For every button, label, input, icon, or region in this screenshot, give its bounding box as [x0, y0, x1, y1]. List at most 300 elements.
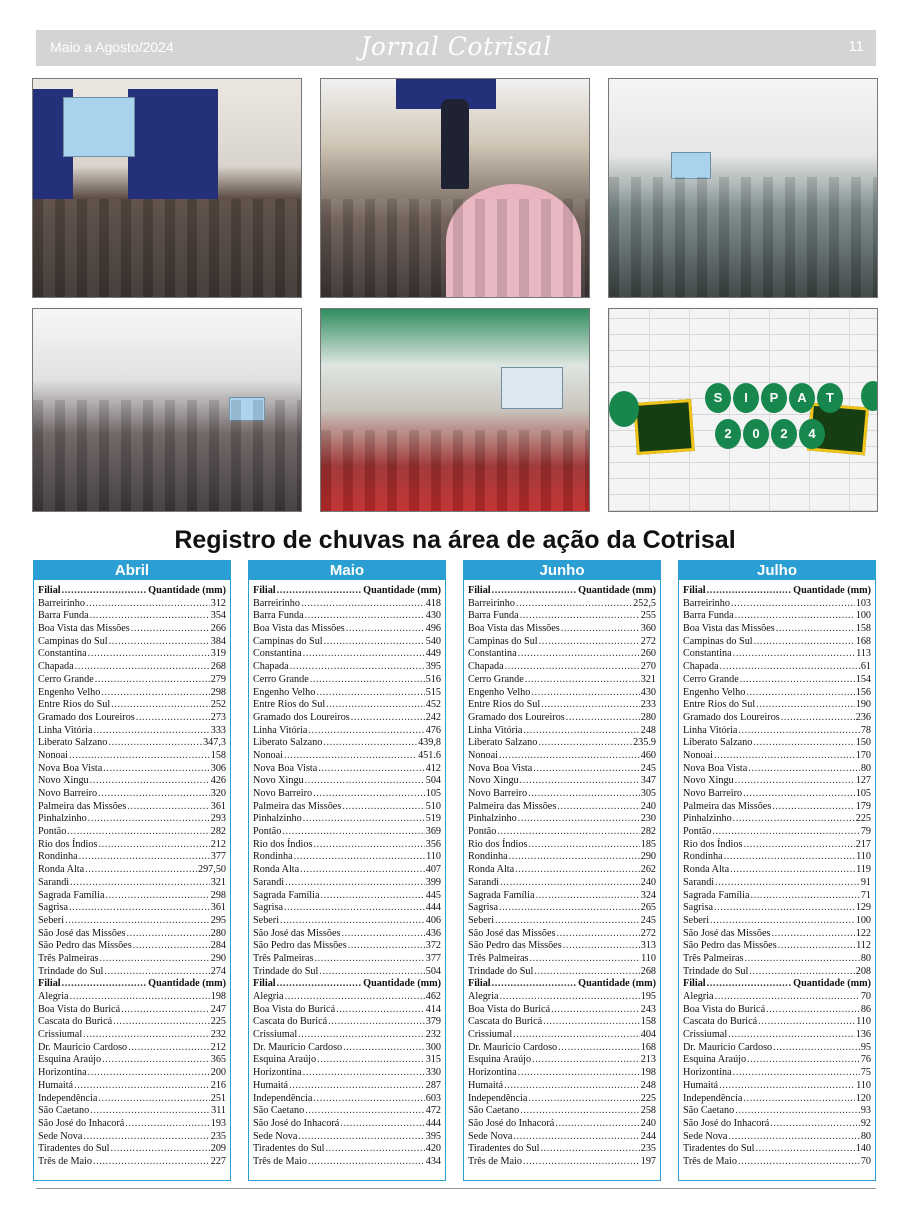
dot-leader	[341, 928, 424, 941]
rainfall-value: 245	[640, 762, 656, 774]
dot-leader	[747, 1054, 860, 1067]
table-row	[683, 737, 871, 750]
table-row	[38, 661, 226, 674]
rainfall-value: 284	[210, 940, 226, 952]
rainfall-value: 119	[856, 864, 871, 876]
table-row	[683, 826, 871, 839]
rainfall-value: 262	[640, 864, 656, 876]
branch-name: Chapada	[468, 661, 504, 673]
table-row	[38, 750, 226, 763]
branch-name: Esquina Araújo	[683, 1054, 747, 1066]
rainfall-value: 113	[856, 648, 871, 660]
dot-leader	[88, 1067, 210, 1080]
branch-name: Boa Vista do Buricá	[683, 1003, 766, 1015]
table-row	[253, 725, 441, 738]
table-row	[253, 610, 441, 623]
dot-leader	[771, 928, 854, 941]
dot-leader	[62, 978, 148, 991]
branch-name: Boa Vista do Buricá	[468, 1003, 551, 1015]
branch-name: Seberi	[468, 914, 495, 926]
auditorium-photo-3	[32, 308, 302, 512]
dot-leader	[317, 1054, 425, 1067]
branch-name: Trindade do Sul	[38, 965, 104, 977]
rainfall-value: 462	[425, 991, 441, 1002]
branch-name: Boa Vista das Missões	[38, 623, 130, 635]
rainfall-value: 156	[855, 686, 871, 698]
table-row	[468, 725, 656, 738]
table-row	[253, 940, 441, 953]
table-row	[38, 788, 226, 801]
table-row	[38, 1016, 226, 1029]
branch-name: Cascata do Buricá	[38, 1016, 113, 1028]
rainfall-value: 272	[640, 927, 656, 939]
dot-leader	[133, 940, 210, 953]
dot-leader	[730, 864, 855, 877]
branch-name: Dr. Mauricio Cardoso	[38, 1041, 128, 1053]
rainfall-value: 321	[640, 673, 656, 685]
dot-leader	[314, 953, 424, 966]
rain-table-julho	[678, 560, 876, 1181]
branch-name: Sagrisa	[683, 902, 713, 914]
dot-leader	[99, 953, 209, 966]
dot-leader	[520, 1105, 640, 1118]
table-row	[253, 1118, 441, 1131]
branch-name: Sede Nova	[683, 1130, 728, 1142]
dot-leader	[525, 674, 640, 687]
rainfall-value: 252	[210, 699, 226, 711]
rainfall-value: 347	[640, 775, 656, 787]
rainfall-value: 110	[856, 851, 871, 863]
column-header-filial: Filial	[468, 585, 491, 596]
rainfall-value: 110	[856, 1079, 871, 1091]
table-row	[468, 902, 656, 915]
rainfall-value: 110	[641, 952, 656, 964]
table-row	[468, 940, 656, 953]
table-row	[468, 877, 656, 890]
branch-name: Tiradentes do Sul	[468, 1143, 540, 1155]
table-row	[253, 953, 441, 966]
rainfall-value: 407	[425, 864, 441, 876]
branch-name: Rondinha	[38, 851, 78, 863]
rain-rows	[679, 580, 875, 1169]
branch-name: Dr. Mauricio Cardoso	[683, 1041, 773, 1053]
table-row	[468, 801, 656, 814]
table-row	[253, 1131, 441, 1144]
rainfall-value: 280	[640, 711, 656, 723]
dot-leader	[528, 1093, 639, 1106]
branch-name: Trindade do Sul	[468, 965, 534, 977]
table-row	[683, 839, 871, 852]
branch-name: Três Palmeiras	[683, 952, 744, 964]
table-header-row	[38, 585, 226, 598]
dot-leader	[74, 1080, 210, 1093]
rainfall-value: 361	[210, 902, 226, 914]
dot-leader	[738, 1156, 860, 1169]
page-header	[36, 30, 876, 66]
table-row	[38, 928, 226, 941]
table-row	[253, 1156, 441, 1169]
table-row	[253, 674, 441, 687]
table-row	[468, 763, 656, 776]
dot-leader	[108, 737, 202, 750]
branch-name: Campinas do Sul	[253, 635, 323, 647]
table-row	[38, 839, 226, 852]
branch-name: Palmeira das Missões	[468, 800, 557, 812]
dot-leader	[328, 1016, 425, 1029]
branch-name: Novo Barreiro	[253, 788, 313, 799]
rainfall-value: 279	[210, 673, 226, 685]
table-row	[683, 763, 871, 776]
table-row	[253, 661, 441, 674]
column-header-quantity: Quantidade (mm)	[578, 978, 656, 990]
rainfall-value: 372	[425, 940, 441, 952]
table-row	[468, 1143, 656, 1156]
rainfall-value: 295	[210, 914, 226, 926]
table-row	[38, 953, 226, 966]
table-row	[683, 902, 871, 915]
rainfall-value: 384	[210, 635, 226, 647]
dot-leader	[728, 1131, 859, 1144]
branch-name: Novo Barreiro	[683, 788, 743, 799]
dot-leader	[533, 763, 639, 776]
dot-leader	[111, 1143, 210, 1156]
table-row	[253, 826, 441, 839]
dot-leader	[340, 1118, 424, 1131]
branch-name: Palmeira das Missões	[38, 800, 127, 812]
column-header-filial: Filial	[253, 585, 276, 596]
rainfall-value: 305	[640, 788, 656, 799]
branch-name: São José do Inhacorá	[468, 1117, 555, 1129]
branch-name: São José do Inhacorá	[253, 1117, 340, 1129]
table-row	[468, 991, 656, 1004]
rainfall-value: 451.6	[418, 749, 441, 761]
photo-gallery	[32, 78, 878, 512]
branch-name: Tiradentes do Sul	[38, 1143, 110, 1155]
curtain	[128, 89, 218, 199]
rainfall-value: 242	[425, 711, 441, 723]
dot-leader	[541, 699, 640, 712]
rainfall-value: 75	[860, 1067, 871, 1079]
dot-leader	[79, 851, 210, 864]
table-row	[683, 1093, 871, 1106]
dot-leader	[714, 750, 855, 763]
table-row	[468, 661, 656, 674]
rainfall-value: 414	[425, 1003, 441, 1015]
column-header-filial: Filial	[683, 978, 706, 990]
dot-leader	[557, 801, 639, 814]
table-row	[683, 1042, 871, 1055]
branch-name: São Caetano	[468, 1105, 520, 1117]
table-row	[253, 1042, 441, 1055]
rainfall-value: 265	[640, 902, 656, 914]
branch-name: Liberato Salzano	[253, 737, 323, 749]
table-row	[468, 1156, 656, 1169]
dot-leader	[310, 674, 425, 687]
branch-name: Três de Maio	[38, 1155, 92, 1167]
table-header-row	[468, 978, 656, 991]
branch-name: Sagrada Família	[38, 889, 105, 901]
dot-leader	[731, 598, 855, 611]
rainfall-value: 515	[425, 686, 441, 698]
branch-name: Chapada	[253, 661, 289, 673]
rainfall-value: 236	[855, 711, 871, 723]
table-row	[38, 915, 226, 928]
rainfall-value: 266	[210, 623, 226, 635]
column-header-filial: Filial	[683, 585, 706, 596]
table-row	[468, 648, 656, 661]
column-header-quantity: Quantidade (mm)	[793, 978, 871, 990]
table-row	[38, 737, 226, 750]
audience	[33, 400, 301, 511]
table-row	[683, 813, 871, 826]
audience	[321, 199, 589, 297]
rainfall-value: 150	[855, 737, 871, 749]
column-header-quantity: Quantidade (mm)	[148, 585, 226, 596]
table-row	[253, 928, 441, 941]
branch-name: Sagrada Família	[683, 889, 750, 901]
dot-leader	[316, 687, 424, 700]
branch-name: Nonoai	[468, 749, 498, 761]
table-row	[468, 1093, 656, 1106]
rainfall-value: 232	[425, 1029, 441, 1041]
dot-leader	[744, 953, 859, 966]
table-row	[468, 788, 656, 801]
rainfall-value: 110	[426, 851, 441, 863]
branch-name: Gramado dos Loureiros	[38, 711, 135, 723]
balloon-letter: T	[817, 383, 843, 413]
dot-leader	[500, 877, 640, 890]
table-row	[38, 687, 226, 700]
table-row	[253, 636, 441, 649]
table-row	[468, 1029, 656, 1042]
rainfall-value: 496	[425, 623, 441, 635]
dot-leader	[558, 1042, 640, 1055]
dot-leader	[735, 610, 855, 623]
dot-leader	[348, 940, 425, 953]
table-row	[253, 737, 441, 750]
branch-name: Humaitá	[253, 1079, 289, 1091]
branch-name: Sarandi	[468, 876, 500, 888]
green-balloon	[609, 391, 639, 427]
table-row	[468, 890, 656, 903]
dot-leader	[305, 610, 425, 623]
dot-leader	[728, 1029, 855, 1042]
branch-name: Rio dos Índios	[38, 838, 98, 850]
rainfall-value: 127	[855, 775, 871, 787]
rainfall-value: 395	[425, 1130, 441, 1142]
table-row	[38, 1080, 226, 1093]
branch-name: São Caetano	[38, 1105, 90, 1117]
dot-leader	[85, 864, 197, 877]
rainfall-value: 290	[640, 851, 656, 863]
rain-table-maio	[248, 560, 446, 1181]
column-header-quantity: Quantidade (mm)	[363, 585, 441, 596]
branch-name: Alegria	[253, 991, 284, 1002]
dot-leader	[343, 1042, 425, 1055]
auditorium-photo-1	[32, 78, 302, 298]
table-row	[683, 674, 871, 687]
rainfall-value: 347,3	[203, 737, 226, 749]
rainfall-value: 122	[855, 927, 871, 939]
branch-name: Independência	[38, 1092, 98, 1104]
balloon-letter: S	[705, 383, 731, 413]
table-row	[38, 991, 226, 1004]
branch-name: Barreirinho	[38, 597, 85, 609]
rainfall-value: 170	[855, 749, 871, 761]
rainfall-value: 369	[425, 826, 441, 838]
branch-name: Pinhalzinho	[683, 813, 732, 825]
branch-name: Tiradentes do Sul	[683, 1143, 755, 1155]
table-row	[683, 928, 871, 941]
dot-leader	[105, 890, 209, 903]
branch-name: Trindade do Sul	[683, 965, 749, 977]
rainfall-value: 445	[425, 889, 441, 901]
dot-leader	[326, 699, 425, 712]
rain-rows	[249, 580, 445, 1169]
branch-name: São Pedro das Missões	[468, 940, 562, 952]
branch-name: São José das Missões	[253, 927, 341, 939]
rainfall-value: 426	[210, 775, 226, 787]
table-row	[468, 687, 656, 700]
branch-name: Horizontina	[253, 1067, 302, 1079]
rainfall-value: 129	[855, 902, 871, 914]
branch-name: Pinhalzinho	[38, 813, 87, 825]
dot-leader	[83, 1131, 209, 1144]
rainfall-value: 365	[210, 1054, 226, 1066]
column-header-quantity: Quantidade (mm)	[148, 978, 226, 990]
dot-leader	[69, 902, 210, 915]
branch-name: Sarandi	[38, 876, 70, 888]
dot-leader	[319, 966, 424, 979]
table-row	[253, 839, 441, 852]
dot-leader	[733, 1067, 860, 1080]
dot-leader	[277, 978, 363, 991]
rainfall-value: 430	[640, 686, 656, 698]
rainfall-value: 158	[855, 623, 871, 635]
branch-name: Sagrada Família	[468, 889, 535, 901]
rainfall-value: 240	[640, 876, 656, 888]
branch-name: Sarandi	[683, 876, 715, 888]
table-row	[38, 877, 226, 890]
dot-leader	[778, 940, 855, 953]
branch-name: Rondinha	[253, 851, 293, 863]
table-row	[683, 725, 871, 738]
dot-leader	[102, 1054, 210, 1067]
rainfall-value: 297,50	[197, 864, 226, 876]
table-row	[683, 699, 871, 712]
branch-name: Tiradentes do Sul	[253, 1143, 325, 1155]
dot-leader	[285, 877, 425, 890]
table-row	[683, 1029, 871, 1042]
branch-name: Pinhalzinho	[253, 813, 302, 825]
dot-leader	[532, 1054, 640, 1067]
dot-leader	[111, 699, 210, 712]
dot-leader	[743, 839, 854, 852]
rainfall-value: 404	[640, 1029, 656, 1041]
month-header: Maio	[249, 561, 445, 580]
branch-name: Novo Xingu	[253, 775, 304, 787]
dot-leader	[743, 1093, 854, 1106]
table-row	[253, 699, 441, 712]
table-row	[683, 623, 871, 636]
table-row	[683, 788, 871, 801]
rainfall-value: 406	[425, 914, 441, 926]
dot-leader	[528, 839, 639, 852]
branch-name: Engenho Velho	[468, 686, 531, 698]
rainfall-value: 258	[640, 1105, 656, 1117]
branch-name: Novo Xingu	[683, 775, 734, 787]
dot-leader	[535, 890, 639, 903]
rainfall-value: 519	[425, 813, 441, 825]
dot-leader	[104, 966, 209, 979]
dot-leader	[88, 813, 210, 826]
dot-leader	[86, 598, 210, 611]
table-row	[38, 1067, 226, 1080]
dot-leader	[492, 978, 578, 991]
dot-leader	[712, 826, 860, 839]
rainfall-value: 227	[210, 1155, 226, 1167]
dot-leader	[93, 1156, 210, 1169]
dot-leader	[98, 1093, 209, 1106]
branch-name: Linha Vitória	[253, 724, 308, 736]
dot-leader	[320, 890, 424, 903]
rainfall-value: 306	[210, 762, 226, 774]
branch-name: Três de Maio	[683, 1155, 737, 1167]
column-header-filial: Filial	[38, 978, 61, 990]
speaker-photo	[320, 78, 590, 298]
branch-name: Sede Nova	[253, 1130, 298, 1142]
table-row	[468, 928, 656, 941]
dot-leader	[351, 712, 425, 725]
branch-name: São Pedro das Missões	[38, 940, 132, 952]
dot-leader	[300, 864, 425, 877]
rainfall-value: 158	[640, 1016, 656, 1028]
branch-name: Chapada	[38, 661, 74, 673]
branch-name: Rio dos Índios	[253, 838, 313, 850]
dot-leader	[773, 1042, 860, 1055]
dot-leader	[67, 826, 209, 839]
table-row	[468, 826, 656, 839]
branch-name: Linha Vitória	[683, 724, 738, 736]
rainfall-value: 193	[210, 1117, 226, 1129]
column-header-filial: Filial	[38, 585, 61, 596]
balloon-digit: 4	[799, 419, 825, 449]
branch-name: Crissiumal	[253, 1029, 298, 1041]
dot-leader	[518, 813, 640, 826]
dot-leader	[500, 991, 640, 1004]
rainfall-value: 319	[210, 648, 226, 660]
table-row	[38, 725, 226, 738]
table-header-row	[683, 978, 871, 991]
rainfall-value: 270	[640, 661, 656, 673]
rainfall-value: 377	[425, 952, 441, 964]
table-row	[683, 801, 871, 814]
table-row	[253, 1054, 441, 1067]
branch-name: Esquina Araújo	[253, 1054, 317, 1066]
rainfall-value: 252,5	[633, 597, 656, 609]
rainfall-value: 76	[860, 1054, 871, 1066]
rainfall-value: 315	[425, 1054, 441, 1066]
branch-name: Três de Maio	[253, 1155, 307, 1167]
rainfall-value: 282	[210, 826, 226, 838]
table-row	[683, 1118, 871, 1131]
branch-name: Três Palmeiras	[38, 952, 99, 964]
dot-leader	[748, 763, 860, 776]
dot-leader	[707, 978, 793, 991]
projection-screen	[501, 367, 563, 409]
table-row	[468, 1067, 656, 1080]
dot-leader	[294, 851, 425, 864]
